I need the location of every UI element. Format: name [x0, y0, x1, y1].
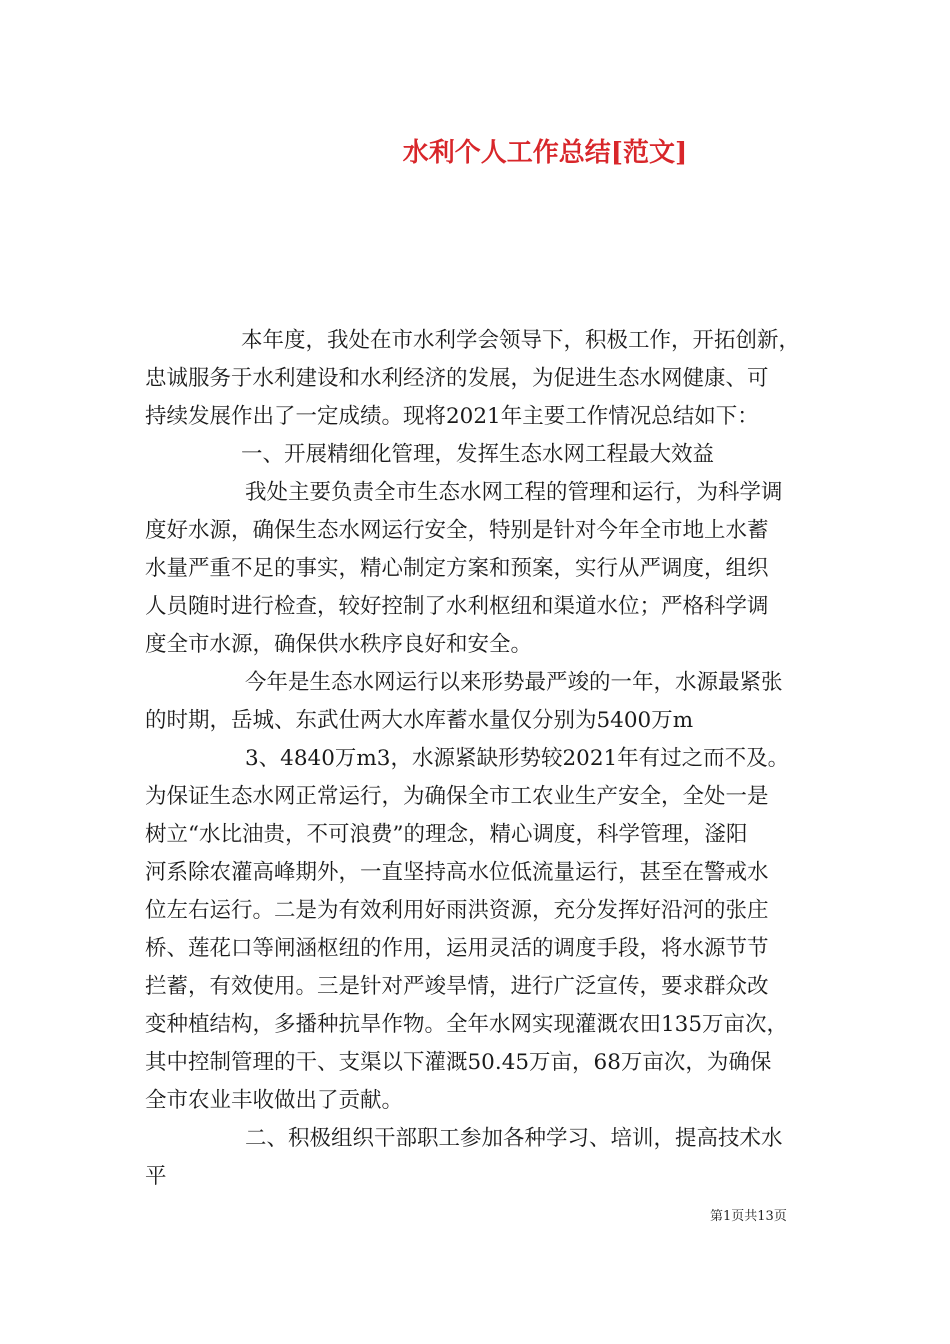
section-heading: 二、积极组织干部职工参加各种学习、培训，提高技术水: [245, 1126, 783, 1151]
paragraph-line: 变种植结构，多播种抗旱作物。全年水网实现灌溉农田135万亩次，: [145, 1012, 789, 1037]
paragraph-line: 全市农业丰收做出了贡献。: [145, 1088, 404, 1113]
paragraph-line: 本年度，我处在市水利学会领导下，积极工作，开拓创新，: [241, 328, 801, 353]
paragraph-line: 持续发展作出了一定成绩。现将2021年主要工作情况总结如下：: [145, 404, 759, 429]
paragraph-line: 今年是生态水网运行以来形势最严竣的一年，水源最紧张: [245, 670, 783, 695]
page-number: 第1页共13页: [710, 1209, 787, 1224]
document-title: 水利个人工作总结[范文]: [402, 138, 688, 168]
paragraph-line: 度全市水源，确保供水秩序良好和安全。: [145, 632, 533, 657]
paragraph-line: 平: [145, 1164, 167, 1189]
paragraph-line: 忠诚服务于水利建设和水利经济的发展，为促进生态水网健康、可: [145, 366, 769, 391]
paragraph-line: 我处主要负责全市生态水网工程的管理和运行，为科学调: [245, 480, 783, 505]
paragraph-line: 桥、莲花口等闸涵枢纽的作用，运用灵活的调度手段，将水源节节: [145, 936, 769, 961]
paragraph-line: 人员随时进行检查，较好控制了水利枢纽和渠道水位；严格科学调: [145, 594, 769, 619]
paragraph-line: 其中控制管理的干、支渠以下灌溉50.45万亩，68万亩次，为确保: [145, 1050, 772, 1075]
paragraph-line: 为保证生态水网正常运行，为确保全市工农业生产安全，全处一是: [145, 784, 769, 809]
paragraph-line: 度好水源，确保生态水网运行安全，特别是针对今年全市地上水蓄: [145, 518, 769, 543]
section-heading: 一、开展精细化管理，发挥生态水网工程最大效益: [241, 442, 715, 467]
paragraph-line: 的时期，岳城、东武仕两大水库蓄水量仅分别为5400万m: [145, 708, 694, 733]
paragraph-line: 拦蓄，有效使用。三是针对严竣旱情，进行广泛宣传，要求群众改: [145, 974, 769, 999]
paragraph-line: 3、4840万m3，水源紧缺形势较2021年有过之而不及。: [245, 746, 790, 771]
paragraph-line: 水量严重不足的事实，精心制定方案和预案，实行从严调度，组织: [145, 556, 769, 581]
document-body: [145, 322, 810, 1196]
paragraph-line: 位左右运行。二是为有效利用好雨洪资源，充分发挥好沿河的张庄: [145, 898, 769, 923]
paragraph-line: 河系除农灌高峰期外，一直坚持高水位低流量运行，甚至在警戒水: [145, 860, 769, 885]
paragraph-line: 树立“水比油贵，不可浪费”的理念，精心调度，科学管理，滏阳: [145, 822, 748, 847]
